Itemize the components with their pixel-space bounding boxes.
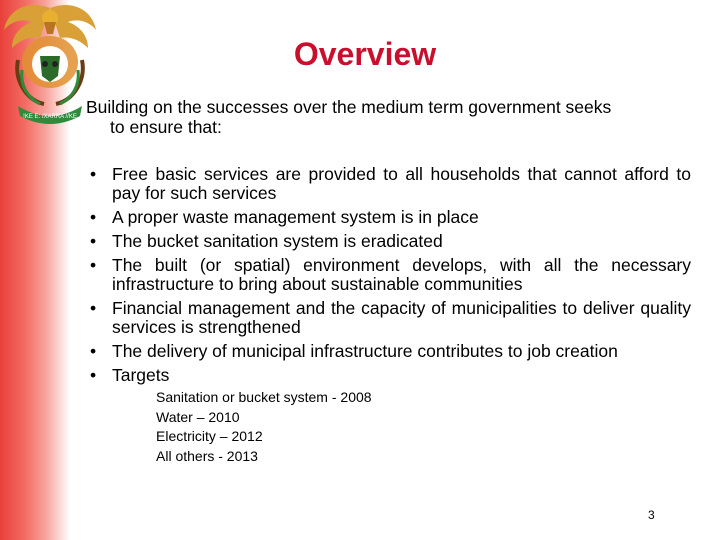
coat-of-arms-icon bbox=[0, 0, 100, 130]
bullet-dot: • bbox=[90, 231, 97, 251]
bullet-text: A proper waste management system is in place bbox=[112, 207, 479, 227]
slide-title: Overview bbox=[293, 36, 437, 72]
bullet-text: Financial management and the capacity of municipalities to deliver quality services is strengthened bbox=[112, 298, 691, 337]
list-item bbox=[86, 165, 691, 203]
intro-paragraph bbox=[86, 97, 696, 137]
bullet-dot: • bbox=[90, 164, 97, 184]
list-item bbox=[86, 299, 691, 337]
bullet-dot: • bbox=[90, 298, 97, 318]
bullet-text: The built (or spatial) environment develops, with all the necessary infrastructure to bring about sustainable communities bbox=[112, 255, 691, 294]
bullet-text: The delivery of municipal infrastructure contributes to job creation bbox=[112, 341, 618, 361]
intro-line-1: Building on the successes over the medium term government seeks bbox=[86, 97, 612, 117]
target-item: Sanitation or bucket system - 2008 bbox=[156, 389, 372, 405]
list-item bbox=[86, 208, 691, 227]
intro-line-2: to ensure that: bbox=[110, 117, 222, 137]
bullet-text: The bucket sanitation system is eradicated bbox=[112, 231, 443, 251]
bullet-text: Free basic services are provided to all households that cannot afford to pay for such services bbox=[112, 164, 691, 203]
bullet-dot: • bbox=[90, 207, 97, 227]
page-number: 3 bbox=[648, 508, 655, 522]
bullet-text: Targets bbox=[112, 365, 170, 385]
target-item: Electricity – 2012 bbox=[156, 428, 263, 444]
targets-list bbox=[156, 388, 372, 466]
bullet-dot: • bbox=[90, 365, 97, 385]
list-item bbox=[86, 342, 691, 361]
bullet-list bbox=[86, 165, 691, 390]
bullet-dot: • bbox=[90, 255, 97, 275]
bullet-dot: • bbox=[90, 341, 97, 361]
target-item: All others - 2013 bbox=[156, 447, 258, 464]
list-item bbox=[86, 232, 691, 251]
crest-motto: !KE E: /XARRA //KE bbox=[23, 114, 77, 120]
list-item bbox=[86, 256, 691, 294]
list-item bbox=[86, 366, 691, 385]
target-item: Water – 2010 bbox=[156, 408, 240, 425]
